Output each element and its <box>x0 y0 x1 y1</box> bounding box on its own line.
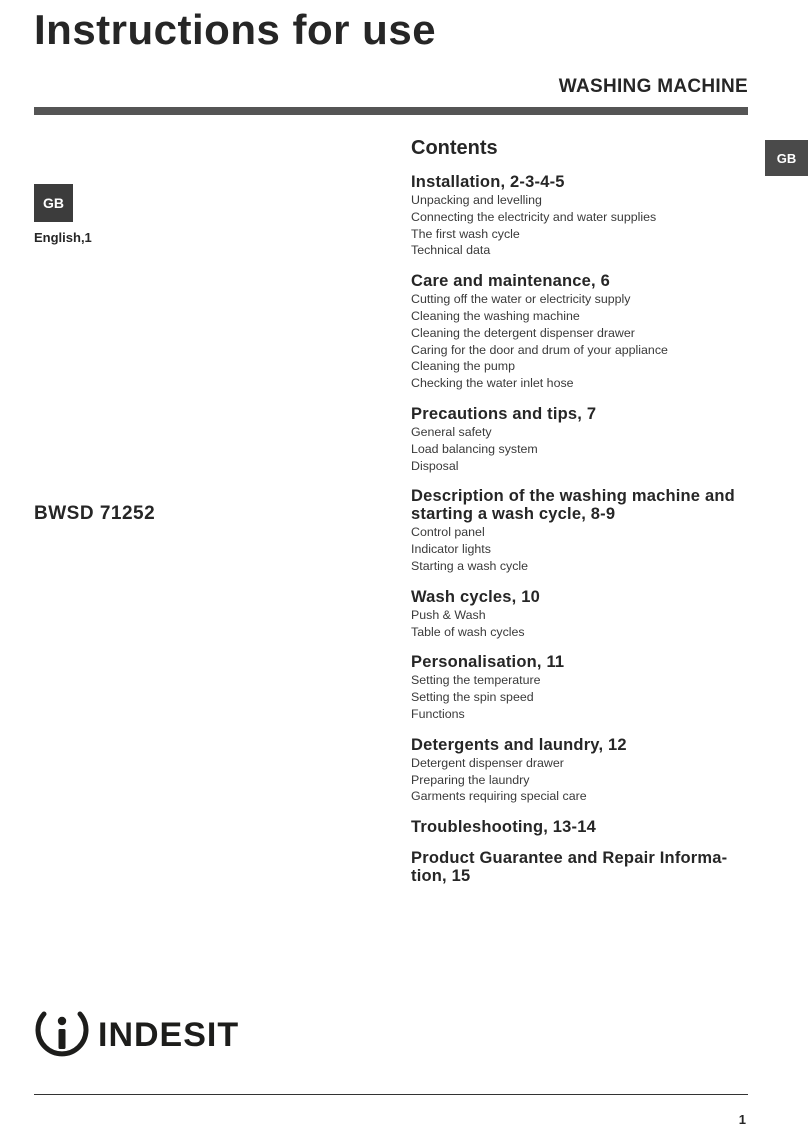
section-title: Wash cycles, 10 <box>411 587 540 606</box>
section-item: Disposal <box>411 458 459 473</box>
section-item: The first wash cycle <box>411 226 520 241</box>
section-item: Functions <box>411 706 465 721</box>
section-item: Table of wash cycles <box>411 624 525 639</box>
section-item: Starting a wash cycle <box>411 558 529 573</box>
page-number: 1 <box>738 1112 746 1127</box>
section-items <box>411 291 761 392</box>
section-item: Technical data <box>411 243 491 258</box>
header-divider <box>34 107 748 115</box>
section-item: Unpacking and levelling <box>411 193 542 207</box>
contents-section <box>411 849 761 885</box>
section-item: Setting the spin speed <box>411 690 534 705</box>
section-title: Description of the washing machine and starting a wash cycle, 8-9 <box>411 487 735 524</box>
language-badge: GB <box>34 184 73 222</box>
section-title: Product Guarantee and Repair Informa-tion, 15 <box>411 849 728 886</box>
footer-divider <box>34 1094 748 1095</box>
section-items <box>411 672 761 722</box>
section-item: Cleaning the detergent dispenser drawer <box>411 325 635 340</box>
section-title: Installation, 2-3-4-5 <box>411 173 565 191</box>
contents-section <box>411 588 761 641</box>
contents-section <box>411 272 761 392</box>
section-item: Caring for the door and drum of your appliance <box>411 342 668 357</box>
indesit-logo-icon <box>34 1006 90 1062</box>
section-item: Control panel <box>411 525 485 540</box>
section-title: Care and maintenance, 6 <box>411 272 611 291</box>
section-item: Preparing the laundry <box>411 772 530 787</box>
contents-section <box>411 653 761 722</box>
section-item: General safety <box>411 424 492 439</box>
section-title: Precautions and tips, 7 <box>411 404 597 423</box>
contents-section <box>411 818 761 836</box>
section-item: Indicator lights <box>411 542 491 557</box>
section-item: Push & Wash <box>411 607 486 622</box>
contents-heading: Contents <box>411 137 498 159</box>
section-title: Troubleshooting, 13-14 <box>411 818 597 837</box>
section-item: Detergent dispenser drawer <box>411 755 564 770</box>
language-side-tab: GB <box>765 140 808 176</box>
contents-section <box>411 736 761 805</box>
table-of-contents <box>411 137 761 898</box>
section-item: Cleaning the washing machine <box>411 308 580 323</box>
section-item: Checking the water inlet hose <box>411 376 574 391</box>
section-items <box>411 192 761 259</box>
section-item: Load balancing system <box>411 441 538 456</box>
language-label: English,1 <box>34 230 92 245</box>
contents-section <box>411 173 761 259</box>
section-title: Personalisation, 11 <box>411 653 565 672</box>
contents-section <box>411 487 761 574</box>
contents-sections <box>411 173 761 885</box>
brand-logo <box>34 1006 254 1062</box>
section-items <box>411 607 761 641</box>
section-item: Garments requiring special care <box>411 789 587 804</box>
section-item: Cleaning the pump <box>411 359 516 374</box>
section-item: Connecting the electricity and water supplies <box>411 209 657 224</box>
document-subtitle: WASHING MACHINE <box>558 76 748 97</box>
section-item: Cutting off the water or electricity supply <box>411 292 631 307</box>
document-title: Instructions for use <box>34 6 437 53</box>
brand-name: INDESIT <box>98 1016 240 1054</box>
contents-section <box>411 405 761 474</box>
section-item: Setting the temperature <box>411 673 541 688</box>
section-items <box>411 424 761 474</box>
section-items <box>411 524 761 574</box>
section-title: Detergents and laundry, 12 <box>411 735 627 754</box>
section-items <box>411 755 761 805</box>
model-number: BWSD 71252 <box>34 503 156 524</box>
